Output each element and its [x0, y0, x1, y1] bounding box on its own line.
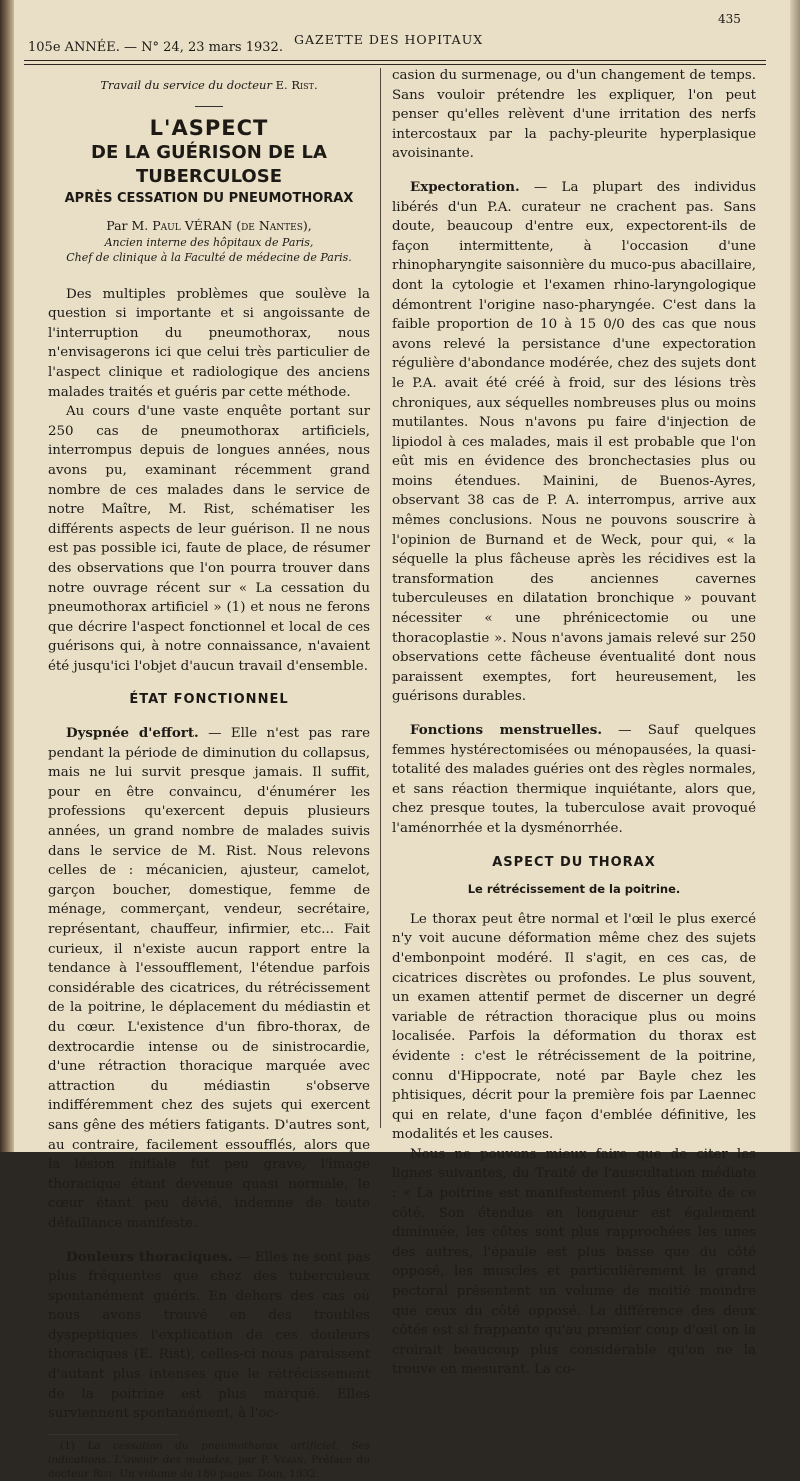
service-credit: Travail du service du docteur E. Rist.	[100, 78, 318, 92]
issue-info: 105e ANNÉE. — N° 24, 23 mars 1932.	[28, 40, 283, 55]
author-line: Par M. Paul VÉRAN (de Nantes),	[106, 217, 312, 233]
author-name: Paul VÉRAN (de Nantes),	[152, 217, 312, 233]
header-rule-2	[24, 64, 766, 65]
author-affiliation-2: Chef de clinique à la Faculté de médecine de Paris.	[66, 250, 352, 264]
title-rule	[195, 106, 223, 107]
dyspnee-paragraph: Dyspnée d'effort. — Elle n'est pas rare pendant la période de diminution du collapsus, mais ne lui survit presque jamais. Il suffit, pour en être convaincu, d'énumérer les professions qu'exercent depuis plusieurs années, un grand nombre de malades suivis dans le service de M. Rist. Nous relevons celles de : mécanicien, ajusteur, camelot, garçon boucher, domestique, femme de ménage, commerçant, vendeur, secrétaire, représentant, chauffeur, infirmier, etc... Fait curieux, il n'existe aucun rapport entre la tendance à l'essoufflement, l'étendue parfois considérable des cicatrices, du rétrécissement de la poitrine, le déplacement du médiastin et du cœur. L'existence d'un fibro-thorax, de dextrocardie intense ou de sinistrocardie, d'une rétraction thoracique marquée avec attraction du médiastin s'observe indifféremment chez des sujets qui exercent sans gêne des métiers fatigants. D'autres sont, au contraire, facilement essoufflés, alors que la lésion initiale fut peu grave, l'image thoracique étant devenue quasi normale, le cœur étant peu dévié, indemne de toute défaillance manifeste.	[48, 725, 370, 1231]
section-heading-etat: ÉTAT FONCTIONNEL	[129, 692, 289, 708]
article-title: L'ASPECT	[149, 115, 269, 140]
article-title-line2: DE LA GUÉRISON DE LA TUBERCULOSE	[91, 141, 327, 187]
column-divider	[380, 68, 381, 1128]
footnote: (1) La cessation du pneumothorax artificiel. Ses indications. L'avenir des malades, par P. Véran. Préface du docteur Rist. Un volume de 180 pages. Doin, 1932.	[48, 1439, 370, 1480]
laennec-quote-paragraph: Nous ne pouvons mieux faire que de citer les lignes suivantes, du Traité de l'auscultation médiate : « La poitrine est manifestement plus étroite de ce côté. Son étendue en longueur est également diminuée, les côtes sont plus rapprochées les unes des autres, l'épaule est plus basse que du côté opposé, les muscles et particulièrement le grand pectoral présentent un volume de moitié moindre que ceux du côté opposé. La différence des deux côtés est si frappante qu'au premier coup d'œil on la croirait beaucoup plus considérable qu'on ne la trouve en mesurant. La co-	[392, 1146, 756, 1378]
survey-paragraph: Au cours d'une vaste enquête portant sur 250 cas de pneumothorax artificiels, interrompus depuis de longues années, nous avons pu, examinant récemment grand nombre de ces malades dans le service de notre Maître, M. Rist, schématiser les différents aspects de leur guérison. Il ne nous est pas possible ici, faute de place, de résumer des observations que l'on pourra trouver dans notre ouvrage récent sur « La cessation du pneumothorax artificiel » (1) et nous ne ferons que décrire l'aspect fonctionnel et local de ces guérisons qui, à notre connaissance, n'avaient été jusqu'ici l'objet d'aucun travail d'ensemble.	[48, 404, 370, 674]
expectoration-paragraph: Expectoration. — La plupart des individus libérés d'un P.A. curateur ne crachent pas. Sans doute, beaucoup d'entre eux, expectorent-ils de façon intermittente, à l'occasion d'une rhinopharyngite saisonnière du muco-pus abacillaire, dont la cytologie et l'examen rhino-laryngologique démontrent l'origine naso-pharyngée. C'est dans la faible proportion de 10 à 15 0/0 des cas que nous avons relevé la persistance d'une expectoration régulière d'abondance modérée, chez des sujets dont le P.A. avait été créé à froid, sur des lésions très chroniques, aux séquelles nombreuses plus ou moins mutilantes. Nous n'avons pu faire d'injection de lipiodol à ces malades, mais il est probable que l'on eût mis en évidence des bronchectasies plus ou moins étendues. Mainini, de Buenos-Ayres, observant 38 cas de P. A. interrompus, arrive aux mêmes conclusions. Nous ne pouvons souscrire à l'opinion de Burnand et de Weck, pour qui, « la séquelle la plus fâcheuse après les récidives est la transformation des anciennes cavernes tuberculeuses en dilatation bronchique » pouvant nécessiter « une phrénicectomie ou une thoracoplastie ». Nous n'avons jamais relevé sur 250 observations cette fâcheuse éventualité dont nous paraissent exemptes, fort heureusement, les guérisons durables.	[392, 178, 756, 705]
page-binding-edge	[0, 0, 14, 1152]
page-number: 435	[718, 12, 741, 26]
douleurs-paragraph: Douleurs thoraciques. — Elles ne sont pas plus fréquentes que chez des tuberculeux spontanément guéris. En dehors des cas où nous avons trouvé en des troubles dyspeptiques l'explication de ces douleurs thoraciques (E. Rist), celles-ci nous paraissent d'autant plus intenses que le rétrécissement de la poitrine est plus marqué. Elles surviennent spontanément, à l'oc-	[48, 1248, 370, 1422]
thorax-paragraph: Le thorax peut être normal et l'œil le plus exercé n'y voit aucune déformation même chez des sujets d'embonpoint modéré. Il s'agit, en ces cas, de cicatrices discrètes ou profondes. Le plus souvent, un examen attentif permet de discerner un degré variable de rétraction thoracique plus ou moins localisée. Parfois la déformation du thorax est évidente : c'est le rétrécissement de la poitrine, connu d'Hippocrate, noté par Bayle chez les phtisiques, décrit pour la première fois par Laennec qui en relate, d'une façon d'emblée définitive, les modalités et les causes.	[392, 911, 756, 1143]
footnote-rule	[48, 1434, 178, 1435]
author-affiliation-1: Ancien interne des hôpitaux de Paris,	[104, 235, 314, 249]
journal-title: GAZETTE DES HOPITAUX	[294, 32, 484, 47]
running-header	[24, 10, 744, 58]
left-column	[48, 76, 370, 1481]
subsection-heading-retrecissement: Le rétrécissement de la poitrine.	[467, 882, 681, 897]
page-right-edge	[790, 0, 800, 1152]
douleurs-continued: casion du surmenage, ou d'un changement de temps. Sans vouloir prétendre les expliquer, l'on peut penser qu'elles relèvent d'une irritation des nerfs intercostaux par la pachy-pleurite hyperplasique avoisinante.	[392, 68, 756, 162]
intro-paragraph: Des multiples problèmes que soulève la question si importante et si angoissante de l'interruption du pneumothorax, nous n'envisagerons ici que celui très particulier de l'aspect clinique et radiologique des anciens malades traités et guéris par cette méthode.	[48, 286, 370, 400]
article-subtitle: APRÈS CESSATION DU PNEUMOTHORAX	[64, 190, 354, 206]
section-heading-aspect: ASPECT DU THORAX	[492, 854, 656, 870]
header-rule	[24, 60, 766, 61]
right-column	[392, 66, 756, 1380]
menstruelles-paragraph: Fonctions menstruelles. — Sauf quelques femmes hystérectomisées ou ménopausées, la quasi-totalité des malades guéries ont des règles normales, et sans réaction thermique inquiétante, alors que, chez presque toutes, la tuberculose avait provoqué l'aménorrhée et la dysménorrhée.	[392, 722, 756, 836]
